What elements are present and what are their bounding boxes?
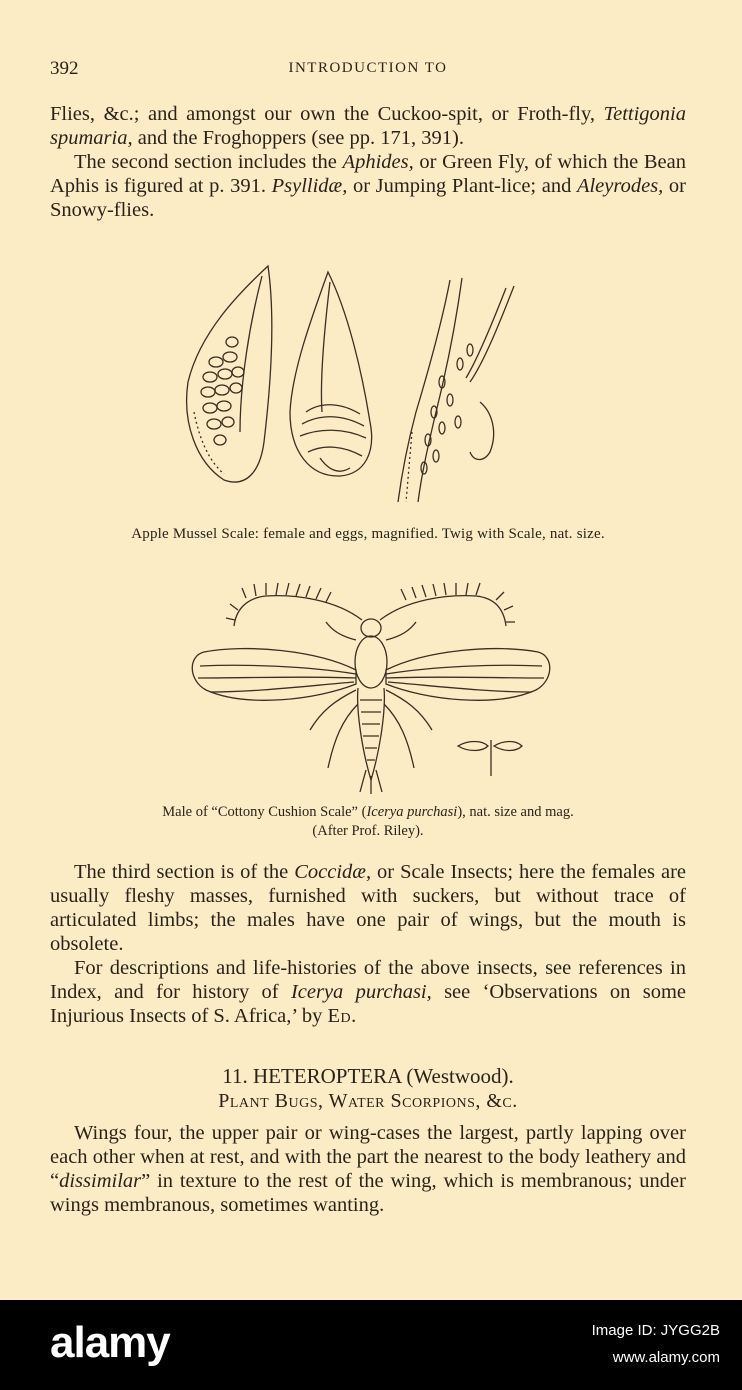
alamy-logo: alamy bbox=[50, 1318, 170, 1367]
paragraph-heteroptera-wings: Wings four, the upper pair or wing-cases the largest, partly lapping over each other when at rest, and with the part the nearest to the body leathery and “dissimilar” in texture to the rest of the wing, which is membranous; under wings membranous, sometimes wanting. bbox=[50, 1122, 686, 1216]
apple-mussel-scale-illustration bbox=[180, 262, 520, 512]
running-title: INTRODUCTION TO bbox=[288, 60, 448, 76]
cottony-cushion-scale-male-illustration bbox=[186, 580, 556, 795]
insect-natural-size bbox=[458, 740, 522, 776]
section-subheading: Plant Bugs, Water Scorpions, &c. bbox=[218, 1090, 518, 1112]
insect-wings bbox=[192, 649, 550, 701]
page-number: 392 bbox=[50, 58, 79, 79]
paragraph-coccidae: The third section is of the Coccidæ, or Scale Insects; here the females are usually fleshy masses, furnished with suckers, but without trace of articulated limbs; the males have one pair of wings, but the mouth is obsolete. For descriptions and life-histories of the above insects, see references in Index, and for history of Icerya purchasi, see ‘Observations on some Injurious Insects of S. Africa,’ by Ed. bbox=[50, 861, 686, 1027]
paragraph-froghoppers: Flies, &c.; and amongst our own the Cuckoo-spit, or Froth-fly, Tettigonia spumaria, and the Froghoppers (see pp. 171, 391). The second section includes the Aphides, or Green Fly, of which the Bean Aphis is figured at p. 391. Psyllidæ, or Jumping Plant-lice; and Aleyrodes, or Snowy-flies. bbox=[50, 103, 687, 221]
figure-caption-apple-mussel-scale: Apple Mussel Scale: female and eggs, magnified. Twig with Scale, nat. size. bbox=[131, 526, 605, 542]
mussel-scale-female bbox=[290, 272, 372, 476]
twig-with-scale bbox=[398, 278, 514, 502]
running-header bbox=[50, 58, 686, 84]
figure-caption-cottony-cushion-scale: Male of “Cottony Cushion Scale” (Icerya purchasi), nat. size and mag. (After Prof. Riley). bbox=[162, 804, 574, 839]
mussel-scale-with-eggs bbox=[187, 266, 272, 482]
section-heading-heteroptera: 11. HETEROPTERA (Westwood). bbox=[222, 1064, 514, 1088]
image-id: Image ID: JYGG2B bbox=[591, 1322, 720, 1339]
insect-body bbox=[355, 619, 387, 794]
insect-legs bbox=[310, 622, 432, 768]
watermark-url: www.alamy.com bbox=[612, 1349, 720, 1366]
